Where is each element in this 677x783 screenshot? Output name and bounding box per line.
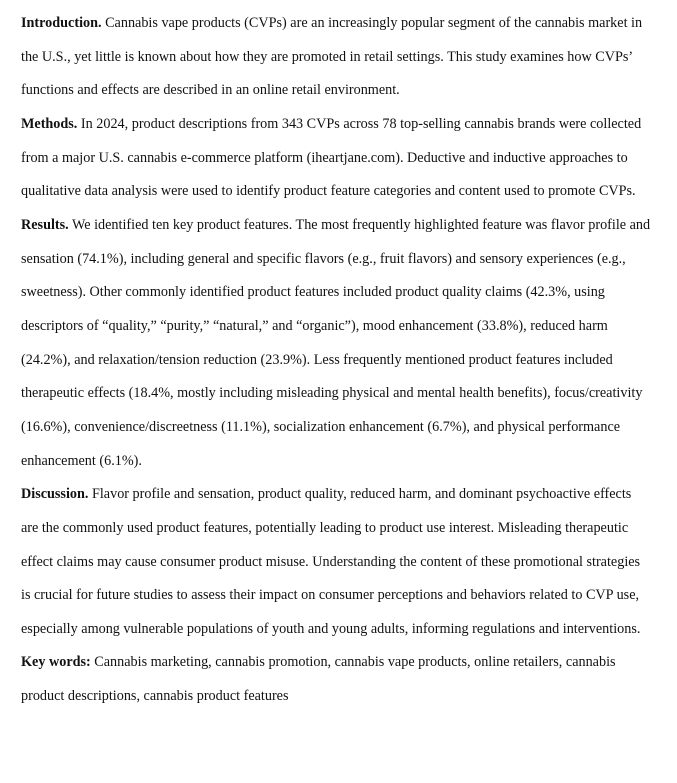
introduction-paragraph	[21, 7, 651, 108]
discussion-text: Flavor profile and sensation, product quality, reduced harm, and dominant psychoactive effects are the commonly used product features, potentially leading to product use interest. Misleading therapeutic effect claims may cause consumer product misuse. Understanding the content of these promotional strategies is crucial for future studies to assess their impact on consumer perceptions and behaviors related to CVP use, especially among vulnerable populations of youth and young adults, informing regulations and interventions.	[21, 486, 641, 637]
discussion-paragraph	[21, 478, 651, 646]
results-heading: Results.	[21, 216, 69, 233]
results-paragraph	[21, 209, 651, 478]
results-text: We identified ten key product features. The most frequently highlighted feature was flavor profile and sensation (74.1%), including general and specific flavors (e.g., fruit flavors) and sensory experiences (e.g., sweetness). Other commonly identified product features included product quality claims (42.3%, using descriptors of “quality,” “purity,” “natural,” and “organic”), mood enhancement (33.8%), reduced harm (24.2%), and relaxation/tension reduction (23.9%). Less frequently mentioned product features included therapeutic effects (18.4%, mostly including misleading physical and mental health benefits), focus/creativity (16.6%), convenience/discreetness (11.1%), socialization enhancement (6.7%), and physical performance enhancement (6.1%).	[21, 216, 651, 469]
introduction-text: Cannabis vape products (CVPs) are an increasingly popular segment of the cannabis market in the U.S., yet little is known about how they are promoted in retail settings. This study examines how CVPs’ functions and effects are described in an online retail environment.	[21, 15, 643, 99]
discussion-heading: Discussion.	[21, 486, 89, 503]
introduction-heading: Introduction.	[21, 15, 102, 31]
abstract-document	[21, 7, 651, 714]
methods-paragraph	[21, 108, 651, 209]
keywords-text: Cannabis marketing, cannabis promotion, cannabis vape products, online retailers, cannabis product descriptions, cannabis product features	[21, 654, 616, 705]
methods-text: In 2024, product descriptions from 343 CVPs across 78 top-selling cannabis brands were collected from a major U.S. cannabis e-commerce platform (iheartjane.com). Deductive and inductive approaches to qualitative data analysis were used to identify product feature categories and content used to promote CVPs.	[21, 115, 642, 200]
methods-heading: Methods.	[21, 115, 78, 132]
keywords-heading: Key words:	[21, 654, 91, 671]
keywords-paragraph	[21, 646, 651, 713]
